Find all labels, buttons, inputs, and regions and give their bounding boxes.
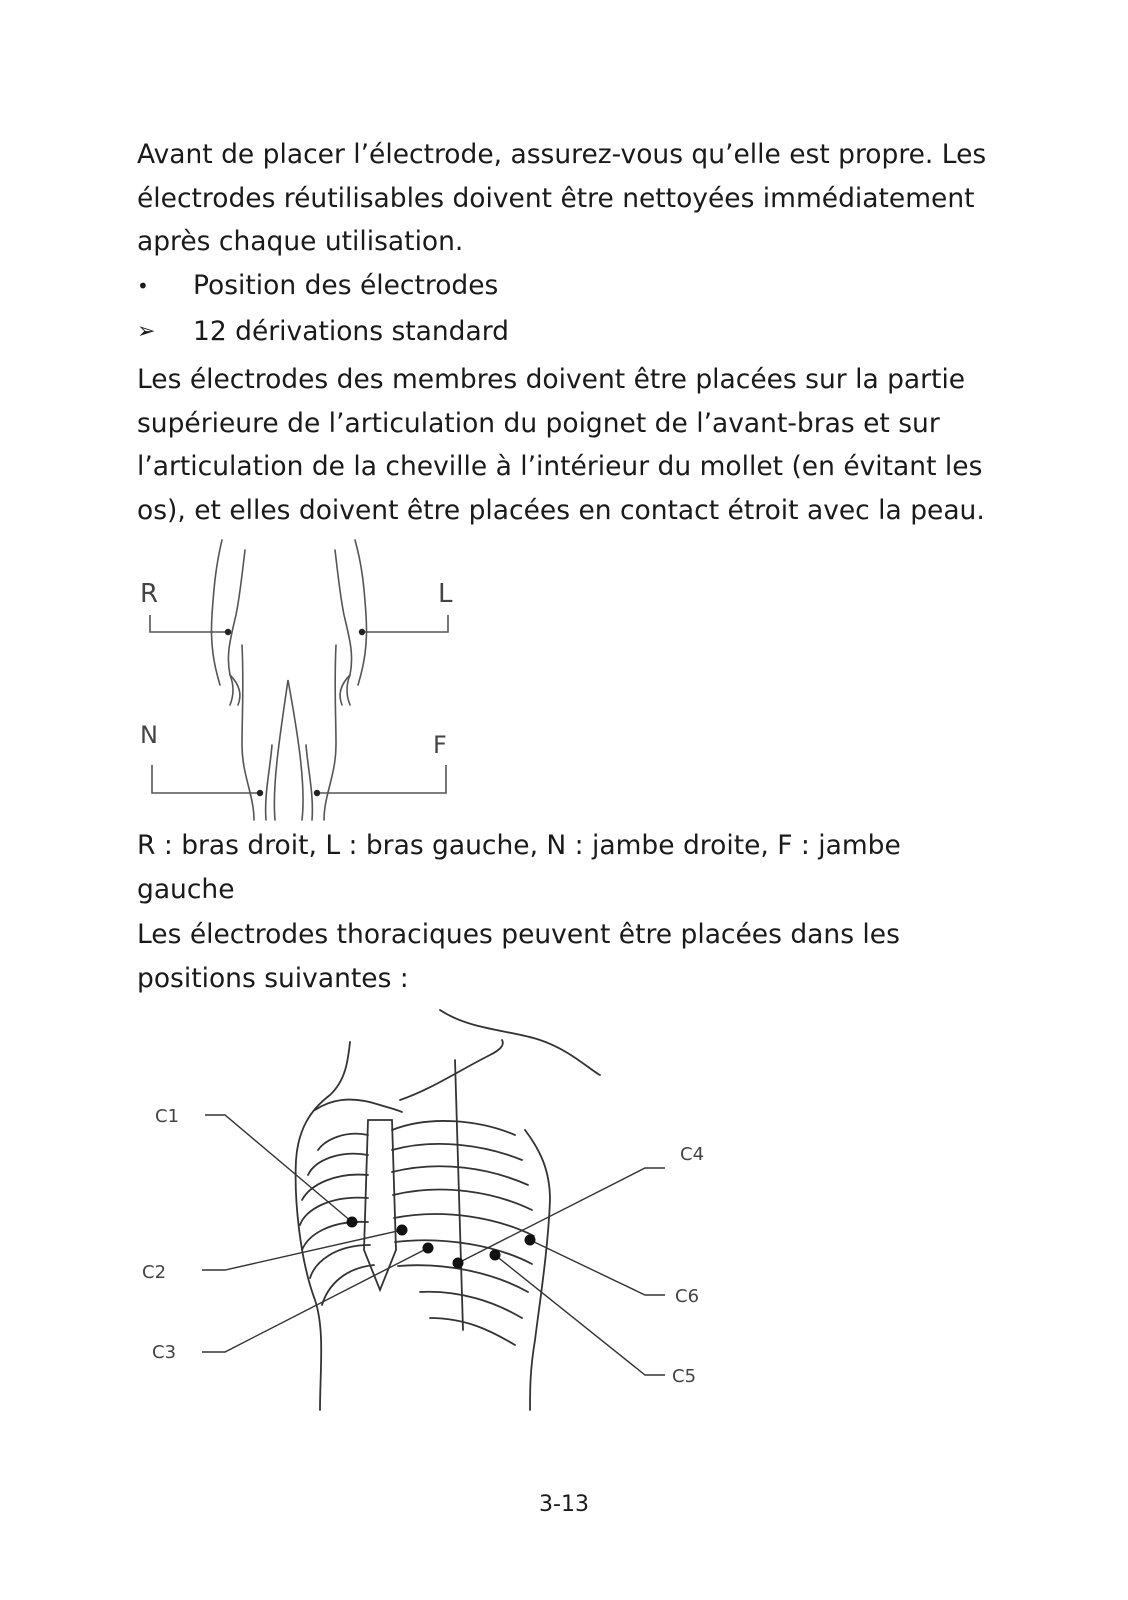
electrode-n-dot — [257, 790, 263, 796]
c5-leader-line — [495, 1255, 665, 1375]
left-clavicle — [400, 1040, 503, 1100]
electrode-c3-dot — [423, 1243, 434, 1254]
page-number: 3-13 — [539, 1492, 589, 1517]
rib — [420, 1292, 522, 1318]
label-l: L — [438, 579, 453, 609]
f-leader-line — [317, 765, 446, 793]
electrode-r-dot — [225, 629, 231, 635]
sternum — [364, 1120, 396, 1290]
label-f: F — [433, 731, 447, 759]
label-c2: C2 — [142, 1262, 167, 1283]
electrode-c1-dot — [347, 1217, 358, 1228]
right-clavicle — [315, 1100, 402, 1112]
bullet-label: 12 dérivations standard — [193, 316, 509, 347]
midclavicular-line — [455, 1060, 463, 1330]
rib — [318, 1134, 368, 1150]
rib — [394, 1214, 534, 1236]
c1-leader-line — [205, 1115, 352, 1222]
label-c6: C6 — [675, 1286, 700, 1307]
electrode-c6-dot — [525, 1235, 536, 1246]
left-body-outline — [525, 1130, 550, 1410]
rib — [392, 1121, 515, 1135]
bullet-dot-icon: • — [137, 274, 149, 298]
limb-electrodes-figure — [130, 535, 480, 825]
label-c5: C5 — [672, 1366, 697, 1387]
rib — [398, 1265, 528, 1292]
electrode-l-dot — [359, 629, 365, 635]
rib — [300, 1198, 368, 1225]
label-c4: C4 — [680, 1144, 705, 1165]
electrode-c5-dot — [490, 1250, 501, 1261]
right-leg-inner — [266, 745, 272, 820]
rib — [392, 1166, 528, 1185]
intro-paragraph: Avant de placer l’électrode, assurez-vous qu’elle est propre. Les électrodes réutilisables doivent être nettoyées immédiatement après chaque utilisation. — [137, 139, 987, 257]
rib — [310, 1245, 370, 1278]
rib — [302, 1175, 368, 1200]
electrode-c4-dot — [453, 1258, 464, 1269]
bullet-label: Position des électrodes — [193, 270, 499, 301]
rib — [393, 1190, 532, 1210]
n-leader-line — [152, 765, 260, 793]
r-leader-line — [150, 615, 228, 632]
legend-paragraph: R : bras droit, L : bras gauche, N : jambe droite, F : jambe gauche — [137, 830, 901, 905]
right-arm-outline — [211, 540, 222, 685]
left-shoulder-line — [440, 1010, 600, 1075]
right-body-outline — [296, 1042, 350, 1410]
chest-electrodes-figure — [130, 1000, 730, 1420]
c6-leader-line — [530, 1240, 665, 1295]
label-c3: C3 — [152, 1342, 177, 1363]
label-c1: C1 — [155, 1106, 180, 1127]
limb-electrodes-paragraph: Les électrodes des membres doivent être placées sur la partie supérieure de l’articulation du poignet de l’avant-bras et sur l’articulation de la cheville à l’intérieur du mollet (en évitant les os), et elles doivent être placées en contact étroit avec la peau. — [137, 364, 985, 526]
left-arm-outline — [355, 540, 367, 685]
electrode-f-dot — [314, 790, 320, 796]
left-arm-inner — [335, 550, 352, 705]
electrode-c2-dot — [397, 1225, 408, 1236]
chest-electrodes-paragraph: Les électrodes thoraciques peuvent être placées dans les positions suivantes : — [137, 919, 900, 994]
arrow-bullet-icon: ➢ — [137, 319, 156, 344]
l-leader-line — [362, 615, 448, 632]
inner-legs — [274, 680, 303, 820]
label-r: R — [140, 579, 159, 609]
rib — [430, 1318, 515, 1345]
label-n: N — [140, 721, 158, 749]
rib — [308, 1154, 368, 1175]
left-leg-inner — [306, 745, 312, 820]
